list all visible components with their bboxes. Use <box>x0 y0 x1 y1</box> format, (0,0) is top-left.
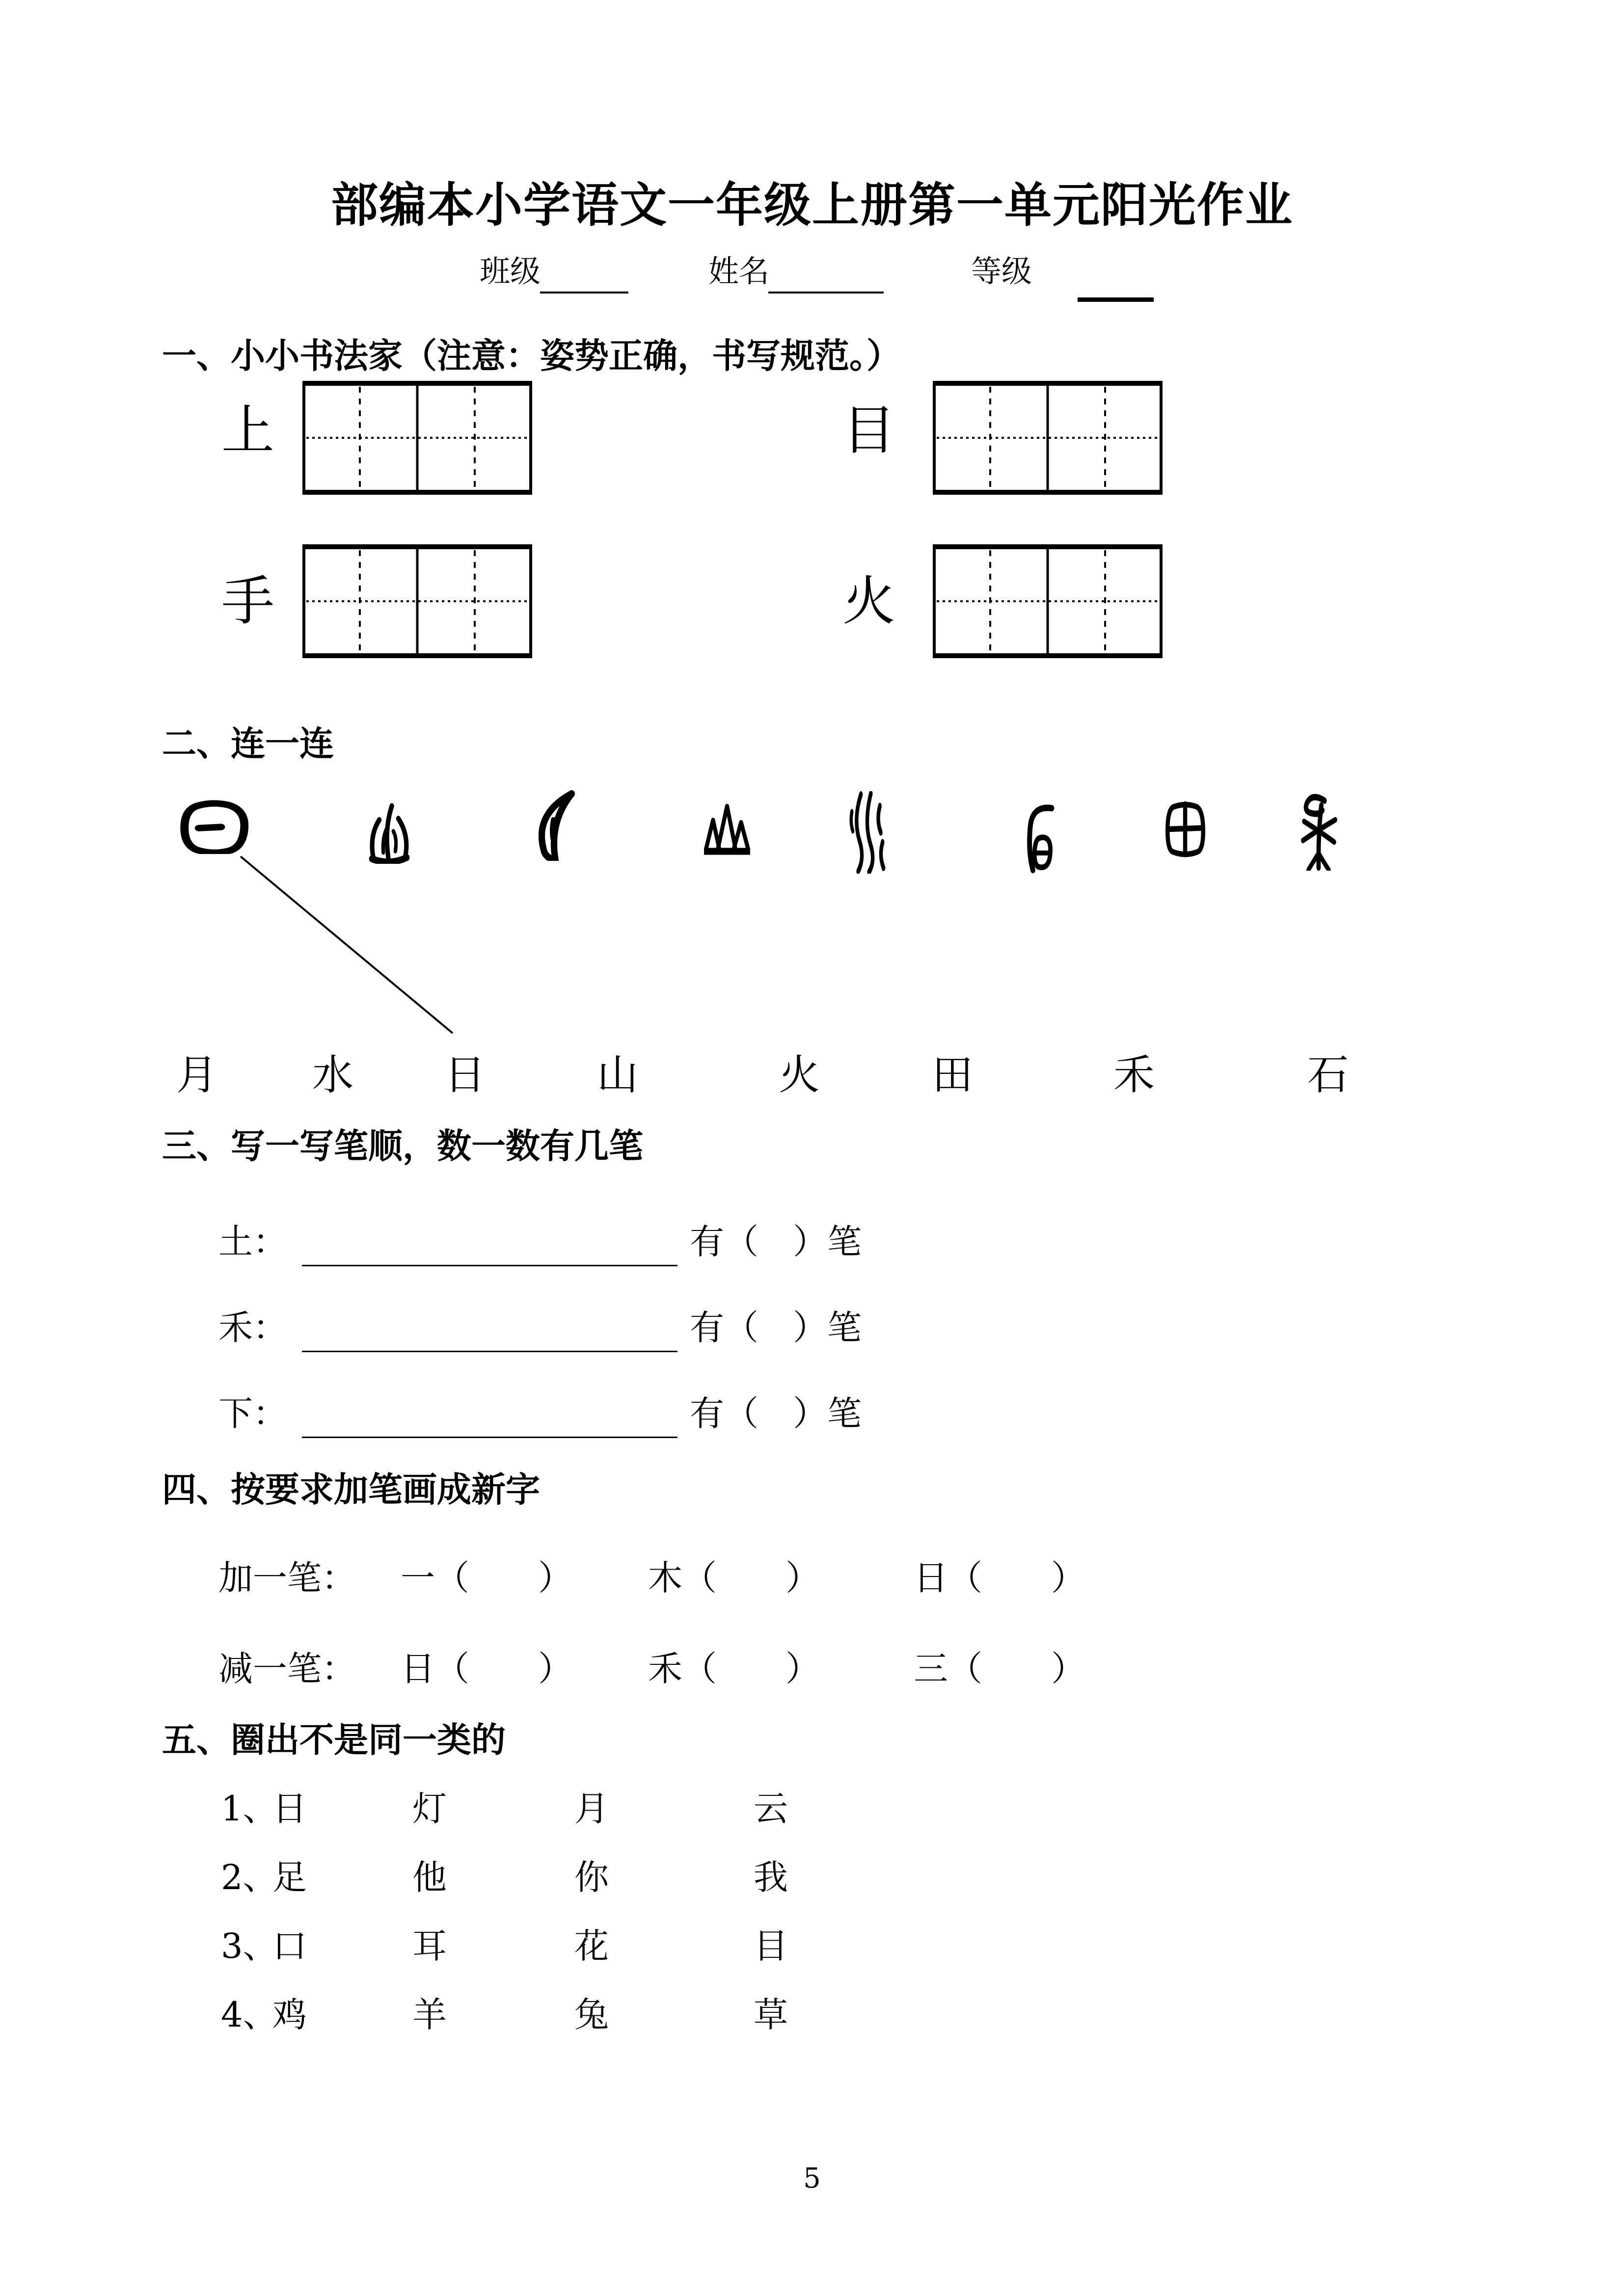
category-word: 他 <box>412 1857 447 1897</box>
class-label: 班级 <box>480 253 541 289</box>
category-word: 口 <box>272 1926 307 1966</box>
grade-label: 等级 <box>971 253 1032 289</box>
category-word: 我 <box>754 1857 788 1897</box>
stone-pictograph-icon <box>1011 802 1065 874</box>
practice-char-mu: 目 <box>842 400 895 461</box>
practice-char-shang: 上 <box>221 400 274 461</box>
match-char: 月 <box>176 1051 217 1099</box>
match-char: 水 <box>312 1051 353 1099</box>
writing-grid <box>302 544 532 658</box>
item-number: 4、 <box>221 1995 277 2035</box>
writing-grid <box>302 381 532 495</box>
moon-pictograph-icon <box>526 790 591 861</box>
connection-line <box>226 844 471 1050</box>
remove-stroke-label: 减一笔： <box>218 1649 356 1689</box>
section1-heading: 一、小小书法家（注意：姿势正确，书写规范。） <box>162 336 901 376</box>
section2-heading: 二、连一连 <box>162 723 334 764</box>
stroke-row-label: 禾： <box>218 1308 287 1348</box>
name-label: 姓名 <box>708 253 770 289</box>
class-blank <box>540 255 628 294</box>
section3-heading: 三、写一写笔顺，数一数有几笔 <box>162 1126 643 1166</box>
category-word: 鸡 <box>272 1995 307 2035</box>
water-pictograph-icon <box>847 791 893 874</box>
page-title: 部编本小学语文一年级上册第一单元阳光作业 <box>331 178 1293 233</box>
category-word: 日 <box>272 1789 307 1829</box>
remove-stroke-item: 三（ ） <box>914 1649 1085 1689</box>
add-stroke-label: 加一笔： <box>218 1558 356 1598</box>
section5-heading: 五、圈出不是同一类的 <box>162 1720 506 1760</box>
add-stroke-item: 日（ ） <box>914 1558 1085 1598</box>
writing-grid <box>933 544 1163 658</box>
item-number: 2、 <box>221 1857 277 1897</box>
stroke-order-blank <box>302 1310 677 1352</box>
practice-char-huo: 火 <box>842 571 895 632</box>
name-blank <box>768 255 884 294</box>
grain-pictograph-icon <box>1292 791 1346 871</box>
remove-stroke-item: 日（ ） <box>401 1649 572 1689</box>
stroke-count-suffix: 有（ ）笔 <box>690 1222 862 1262</box>
match-char: 日 <box>444 1051 486 1099</box>
stroke-count-suffix: 有（ ）笔 <box>690 1393 862 1434</box>
category-word: 足 <box>272 1857 307 1897</box>
stroke-row-label: 土： <box>218 1222 287 1262</box>
category-word: 灯 <box>412 1789 447 1829</box>
add-stroke-item: 一（ ） <box>401 1558 572 1598</box>
mountain-pictograph-icon <box>702 798 752 856</box>
category-word: 月 <box>574 1789 609 1829</box>
category-word: 花 <box>574 1926 609 1966</box>
section4-heading: 四、按要求加笔画成新字 <box>162 1469 540 1510</box>
category-word: 耳 <box>412 1926 447 1966</box>
remove-stroke-item: 禾（ ） <box>648 1649 820 1689</box>
page-number: 5 <box>803 2163 821 2194</box>
stroke-order-blank <box>302 1225 677 1266</box>
grade-blank <box>1078 255 1154 302</box>
add-stroke-item: 木（ ） <box>648 1558 820 1598</box>
writing-grid <box>933 381 1163 495</box>
category-word: 兔 <box>574 1995 609 2035</box>
match-char: 田 <box>931 1051 973 1099</box>
match-char: 石 <box>1307 1051 1349 1099</box>
stroke-order-blank <box>302 1396 677 1438</box>
match-char: 禾 <box>1113 1051 1155 1099</box>
stroke-count-suffix: 有（ ）笔 <box>690 1308 862 1348</box>
category-word: 云 <box>754 1789 788 1829</box>
match-char: 山 <box>596 1051 638 1099</box>
item-number: 3、 <box>221 1926 277 1966</box>
category-word: 草 <box>754 1995 788 2035</box>
category-word: 羊 <box>412 1995 447 2035</box>
practice-char-shou: 手 <box>221 571 274 632</box>
item-number: 1、 <box>221 1789 277 1829</box>
category-word: 你 <box>574 1857 609 1897</box>
stroke-row-label: 下： <box>218 1393 287 1434</box>
field-pictograph-icon <box>1163 799 1209 862</box>
match-char: 火 <box>778 1051 820 1099</box>
category-word: 目 <box>754 1926 788 1966</box>
